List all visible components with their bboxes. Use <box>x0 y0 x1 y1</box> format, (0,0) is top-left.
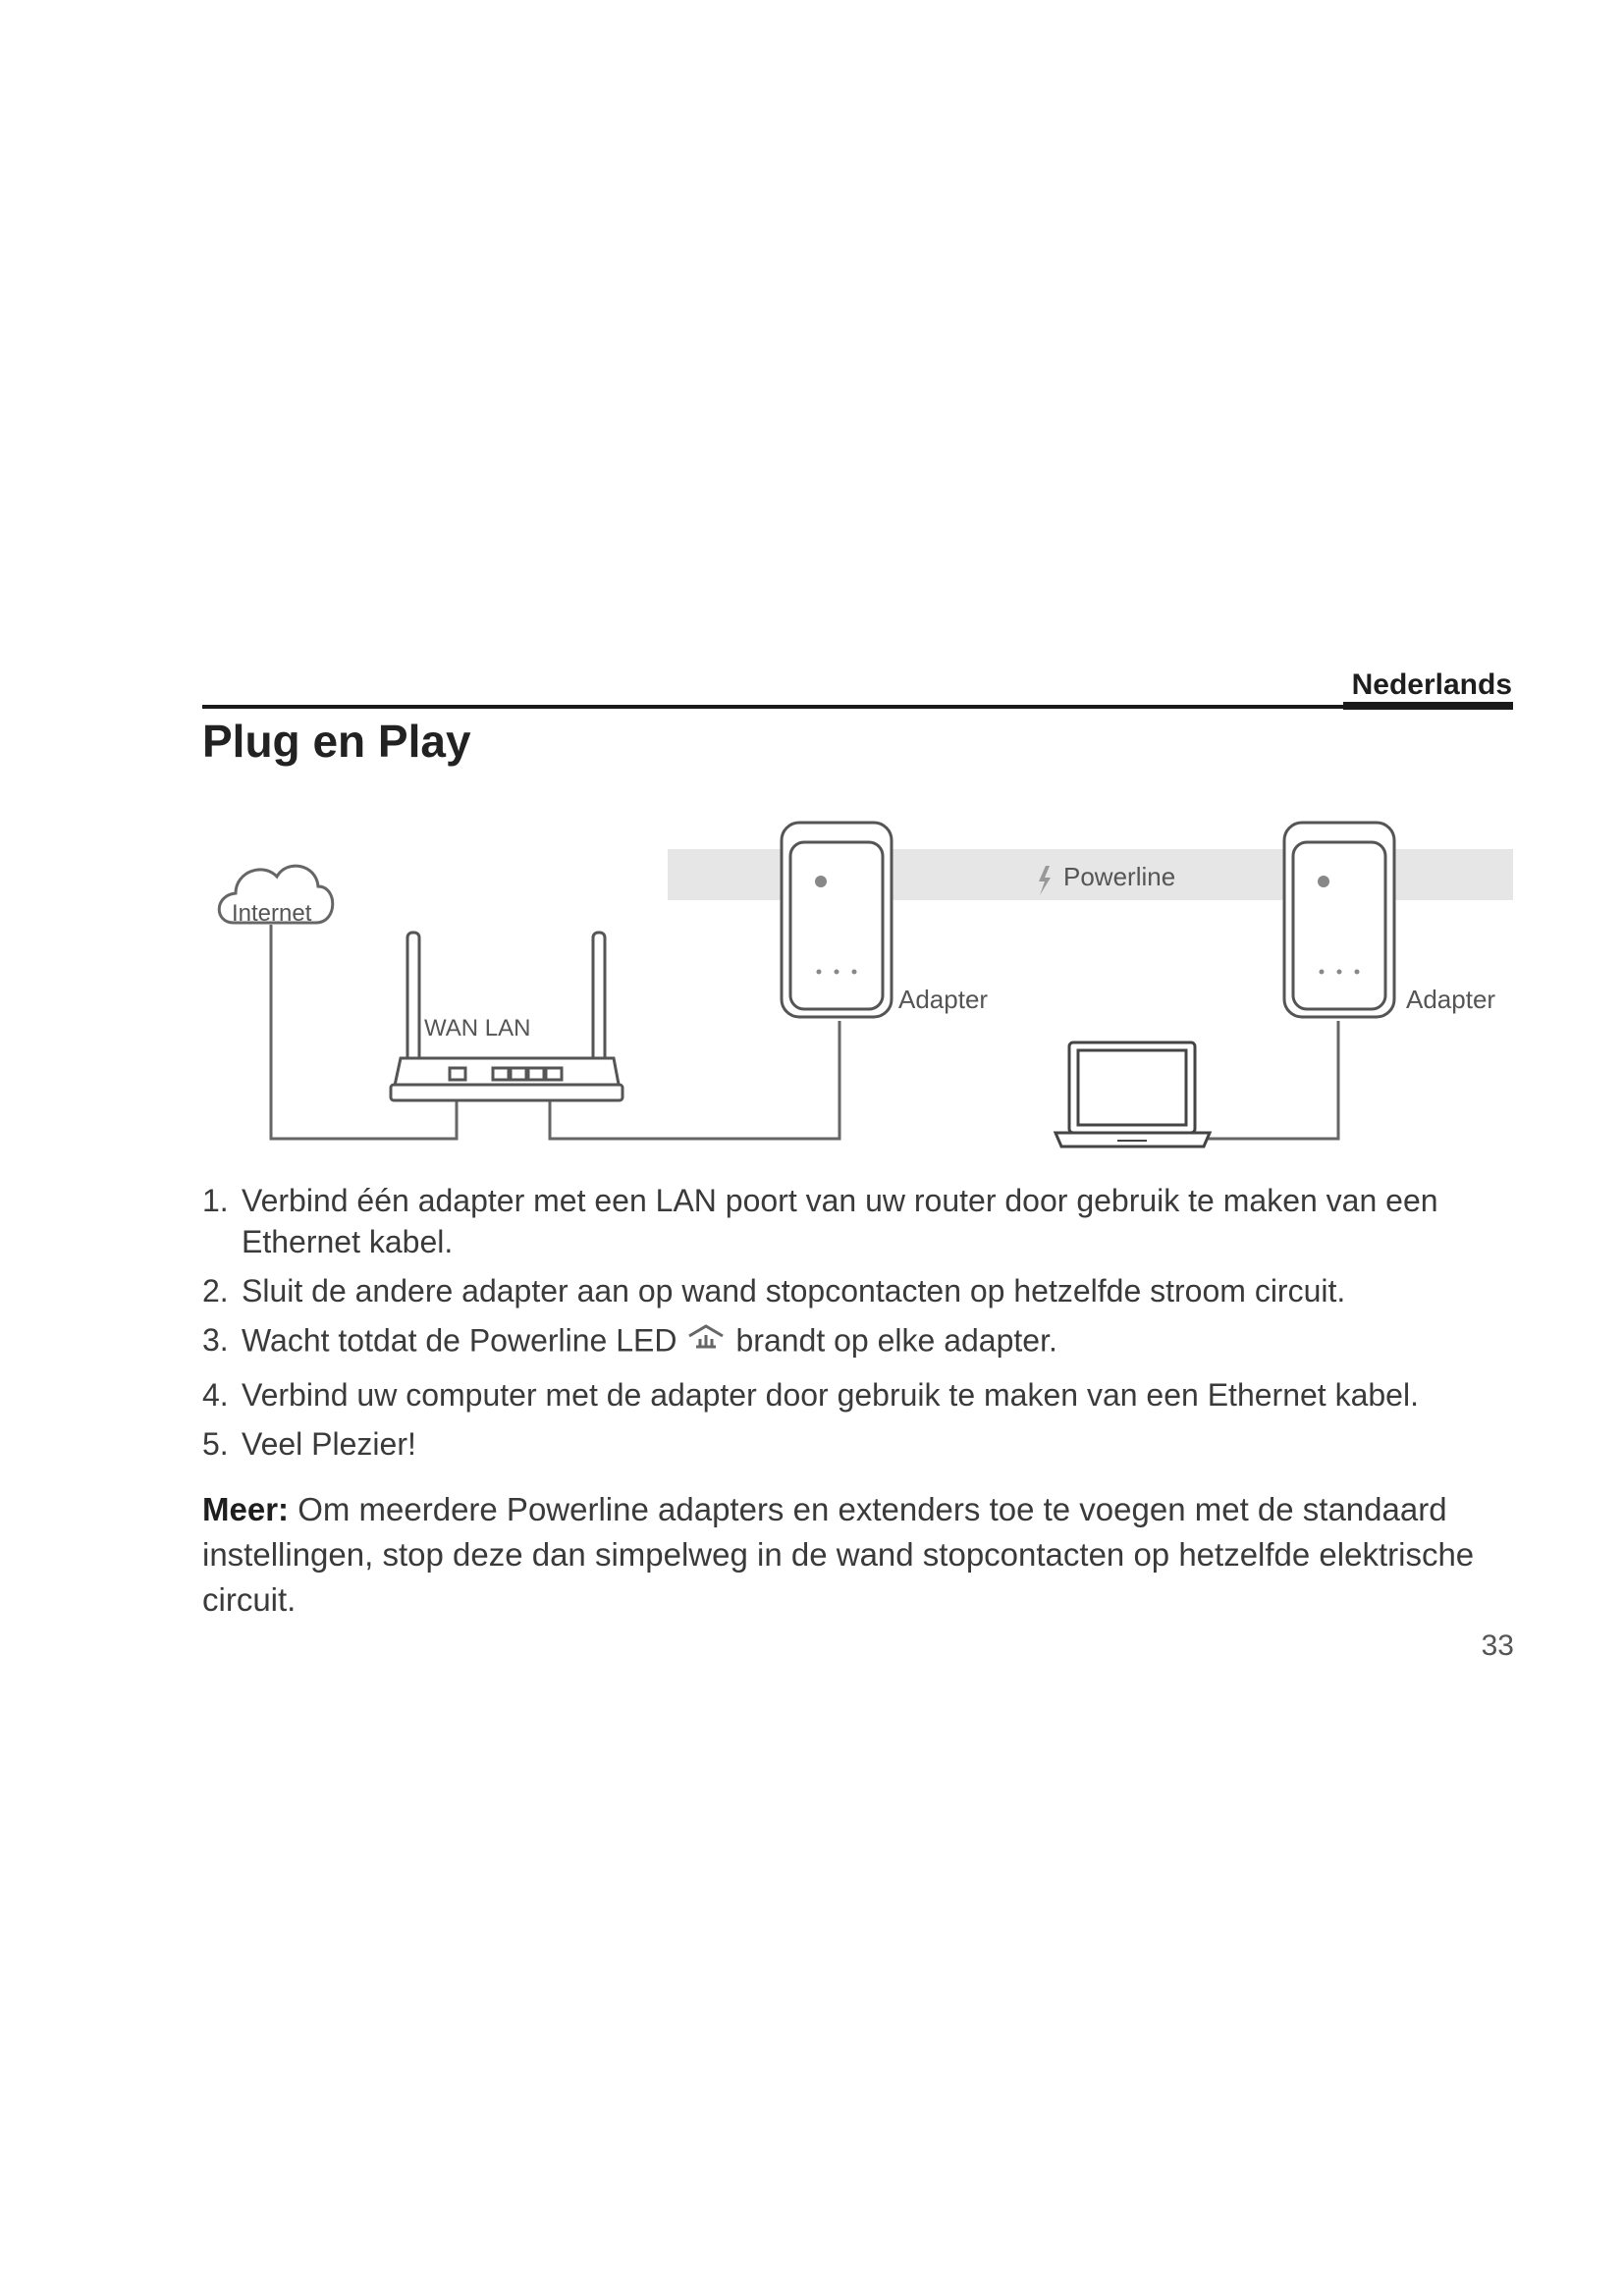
more-text: Om meerdere Powerline adapters en extenders toe te voegen met de standaard instellingen, stop deze dan simpelweg in de wand stopcontacten op hetzelfde elektrische circuit. <box>202 1491 1475 1618</box>
step-item <box>202 1180 1518 1262</box>
adapter-right-label: Adapter <box>1406 985 1496 1014</box>
step-number: 2. <box>202 1273 229 1308</box>
step-text: Sluit de andere adapter aan op wand stopcontacten op hetzelfde stroom circuit. <box>242 1273 1346 1308</box>
step-text: Veel Plezier! <box>242 1426 416 1462</box>
step-text: Verbind één adapter met een LAN poort van uw router door gebruik te maken van een Ethernet kabel. <box>242 1183 1438 1259</box>
adapter-left-icon <box>782 823 892 1017</box>
step-text-after: brandt op elke adapter. <box>735 1322 1057 1359</box>
step-number: 5. <box>202 1426 229 1462</box>
step-item <box>202 1270 1518 1311</box>
internet-label: Internet <box>232 900 312 927</box>
step-text: Verbind uw computer met de adapter door gebruik te maken van een Ethernet kabel. <box>242 1377 1419 1413</box>
adapter-left-label: Adapter <box>898 985 989 1014</box>
step-number: 1. <box>202 1183 229 1218</box>
adapter-right-icon <box>1284 823 1394 1017</box>
page-number: 33 <box>1481 1629 1514 1662</box>
steps-list <box>202 1180 1518 1472</box>
laptop-adapter-cable <box>1206 1021 1338 1139</box>
powerline-led-icon <box>686 1319 726 1361</box>
step-number: 4. <box>202 1377 229 1413</box>
step-text-before: Wacht totdat de Powerline LED <box>242 1322 677 1359</box>
powerline-label: Powerline <box>1063 862 1176 891</box>
laptop-icon <box>1056 1042 1210 1147</box>
step-item <box>202 1423 1518 1465</box>
step-item <box>202 1374 1518 1415</box>
router-ports-label: WAN LAN <box>424 1015 531 1041</box>
more-label: Meer: <box>202 1491 290 1527</box>
step-number: 3. <box>202 1322 229 1358</box>
more-info <box>202 1487 1518 1623</box>
step-item <box>202 1319 1518 1366</box>
page-title: Plug en Play <box>202 716 471 767</box>
language-label: Nederlands <box>1351 668 1512 701</box>
